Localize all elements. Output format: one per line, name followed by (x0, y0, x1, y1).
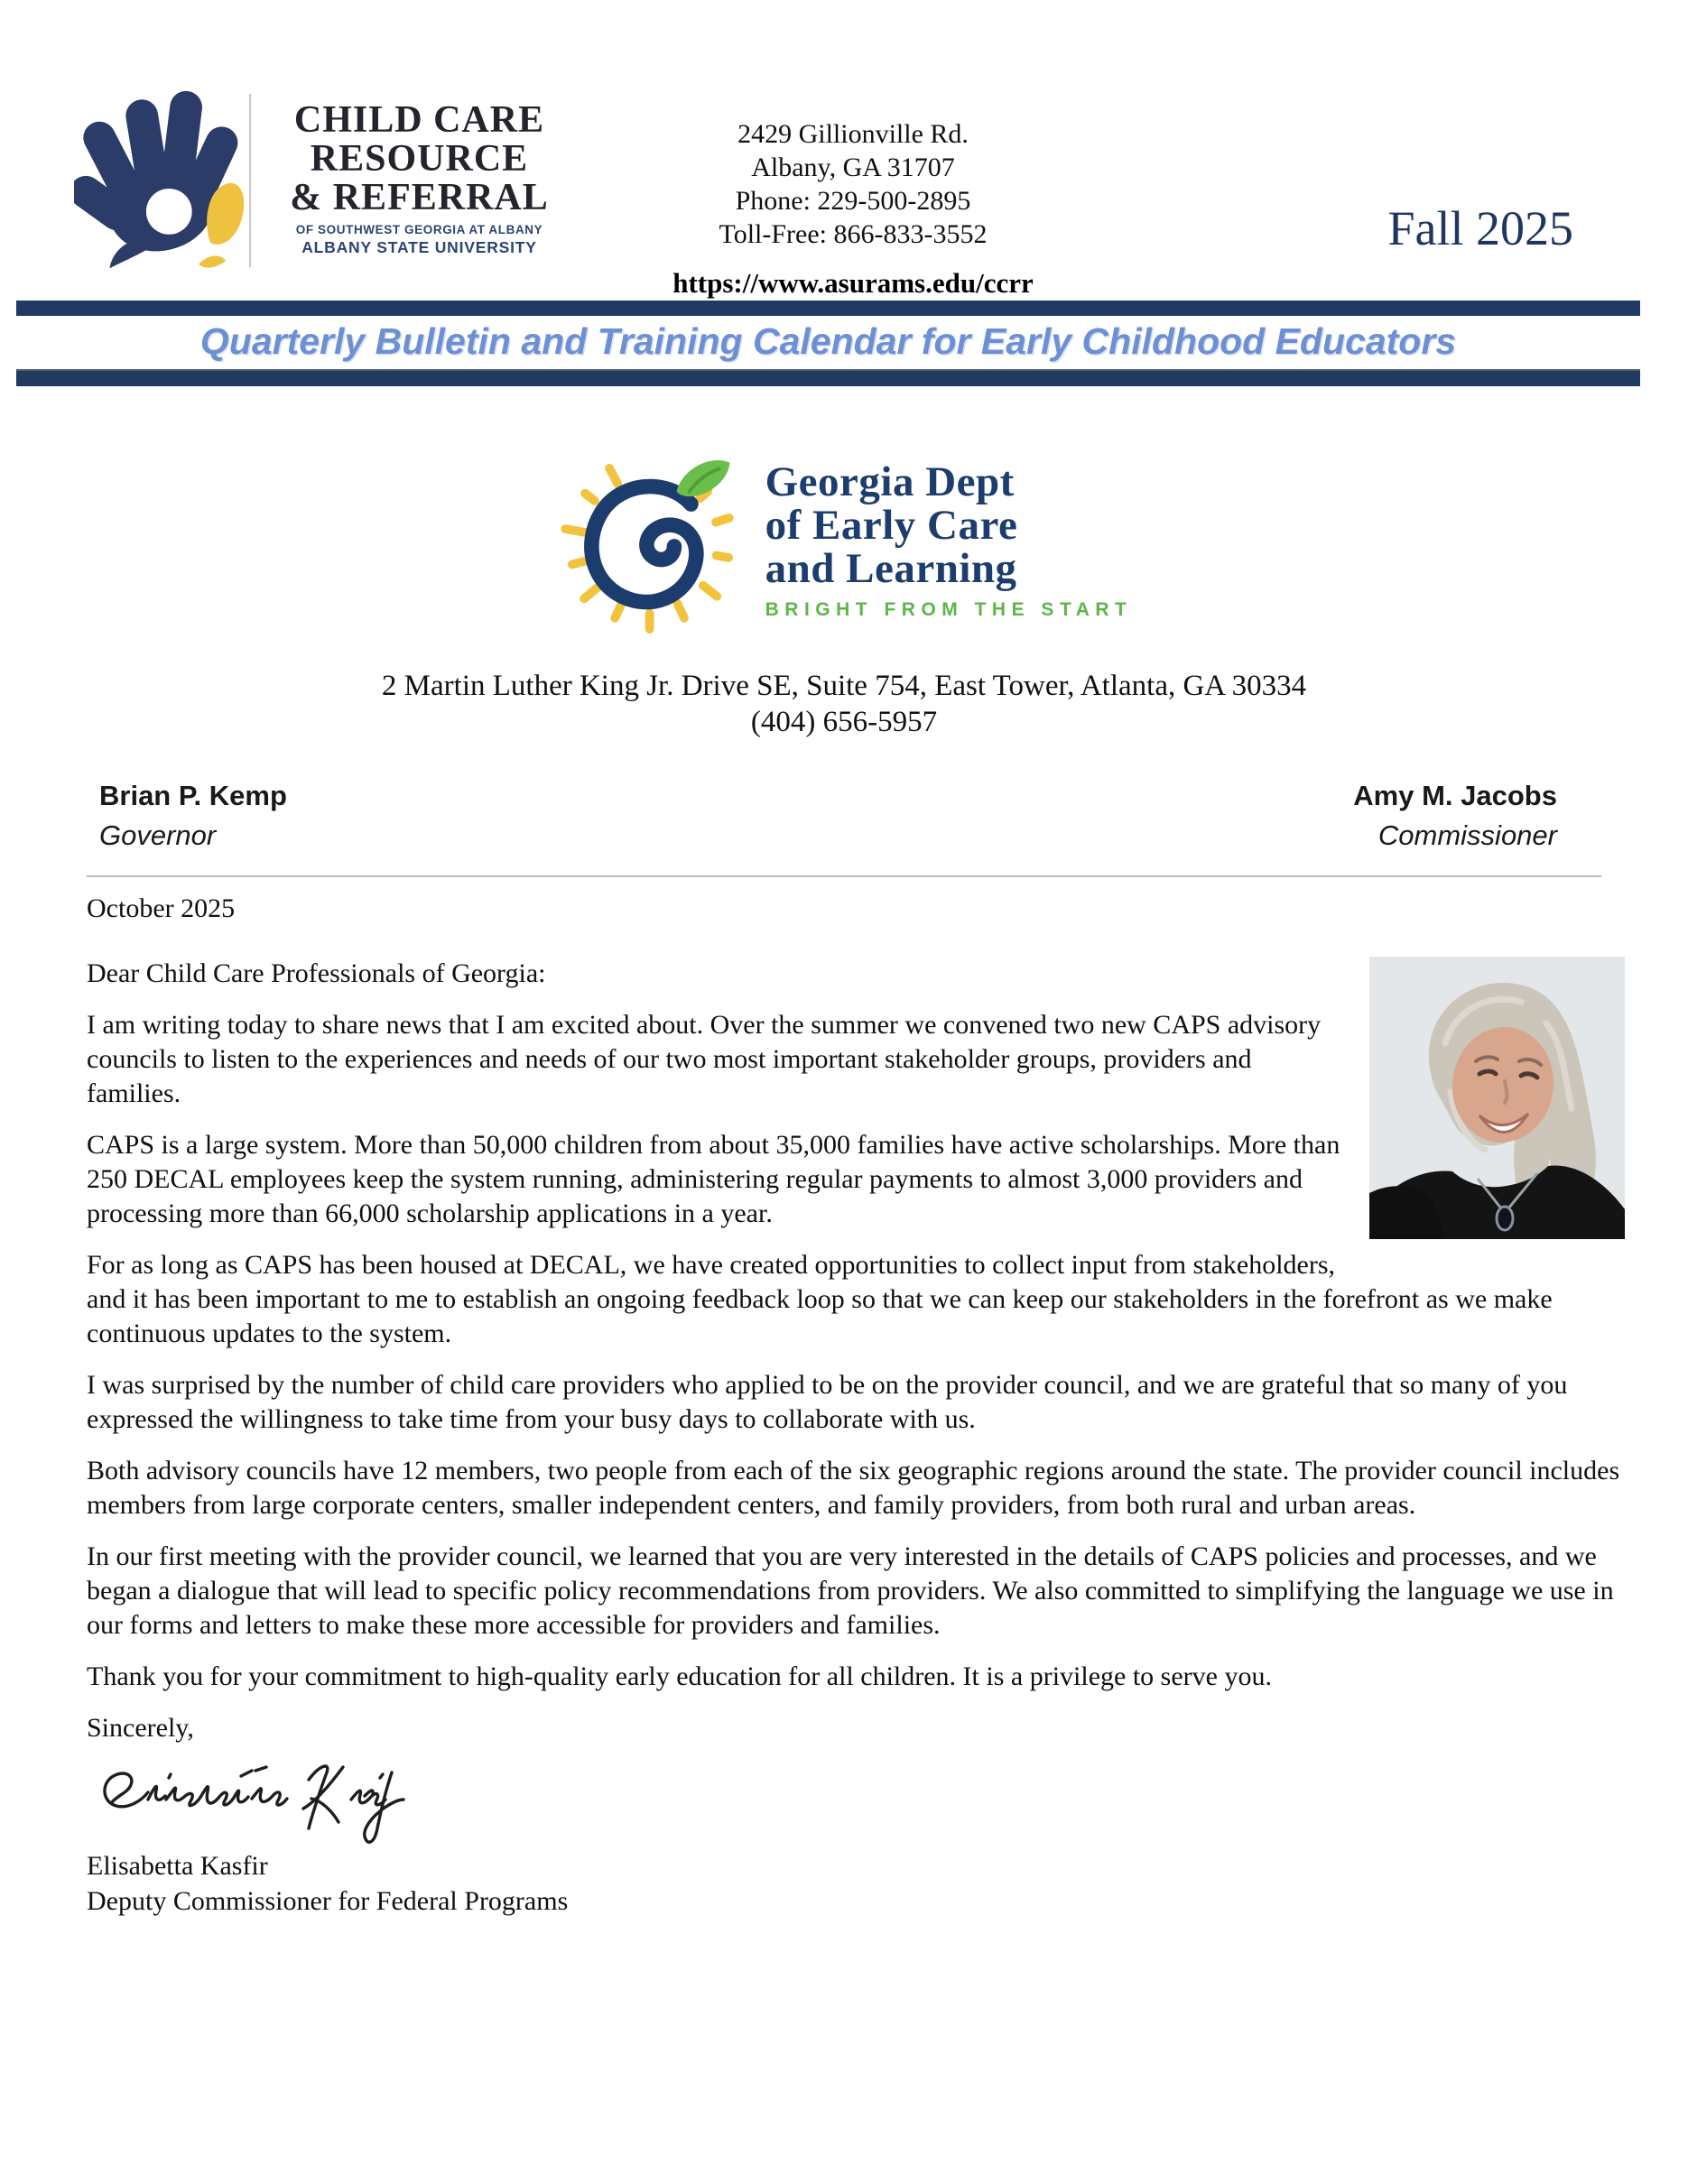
ccrr-website: https://www.asurams.edu/ccrr (672, 267, 1034, 299)
letter-paragraph: Thank you for your commitment to high-quality early education for all children. It is a privilege to serve you. (87, 1661, 1272, 1691)
decal-logo (556, 451, 1133, 636)
ccrr-university: ALBANY STATE UNIVERSITY (301, 238, 537, 256)
banner-bar-bottom (16, 369, 1640, 386)
letter-closing: Sincerely, (87, 1713, 194, 1743)
decal-name-line: and Learning (765, 545, 1017, 592)
portrait-photo (1369, 957, 1625, 1239)
decal-name-line: of Early Care (765, 502, 1018, 549)
decal-address-block (0, 668, 1688, 740)
ccrr-name-line: CHILD CARE (293, 99, 545, 141)
commissioner-title: Commissioner (1377, 819, 1557, 851)
ccrr-name-line: & REFERRAL (290, 177, 549, 218)
issue-season-label: Fall 2025 (1387, 201, 1573, 255)
signer-name: Elisabetta Kasfir (87, 1851, 268, 1881)
banner-bar-top (16, 301, 1640, 316)
commissioner-name: Amy M. Jacobs (1353, 780, 1557, 811)
letter-paragraph: In our first meeting with the provider council, we learned that you are very interested in the details of CAPS policies and processes, and we began a dialogue that will lead to specific policy recommendations from providers. We also committed to simplifying the language we use in our forms and letters to make these more accessible for providers and families. (87, 1541, 1614, 1640)
letter-body (87, 892, 1625, 1919)
decal-motto: BRIGHT FROM THE START (765, 599, 1133, 620)
decal-phone: (404) 656-5957 (750, 706, 938, 738)
governor-name: Brian P. Kemp (99, 780, 287, 811)
horizontal-rule (87, 875, 1601, 877)
letter-paragraph: I am writing today to share news that I am excited about. Over the summer we convened two new CAPS advisory councils to listen to the experiences and needs of our two most important stakeholder groups, providers and families. (87, 1010, 1322, 1108)
commissioner-block (1353, 776, 1557, 856)
decal-name-line: Georgia Dept (765, 458, 1015, 505)
ccrr-name-line: RESOURCE (310, 138, 529, 180)
letter-paragraph: For as long as CAPS has been housed at DECAL, we have created opportunities to collect input from stakeholders, and it has been important to me to establish an ongoing feedback loop so that we can keep our stakeholders in the forefront as we make continuous updates to the system. (87, 1250, 1553, 1348)
banner-tagline: Quarterly Bulletin and Training Calendar for Early Childhood Educators (199, 320, 1457, 362)
governor-block (99, 776, 287, 856)
ccrr-tollfree: Toll-Free: 866-833-3552 (719, 219, 988, 249)
ccrr-phone: Phone: 229-500-2895 (735, 186, 971, 216)
letter-paragraph: CAPS is a large system. More than 50,000 children from about 35,000 families have active scholarships. More than 250 DECAL employees keep the system running, administering regular payments to almost 3,000 providers and processing more than 66,000 scholarship applications in a year. (87, 1130, 1340, 1228)
ccrr-address-line: Albany, GA 31707 (751, 153, 955, 182)
logo-divider (249, 94, 251, 267)
ccrr-logo (74, 81, 575, 282)
decal-address: 2 Martin Luther King Jr. Drive SE, Suite 754, East Tower, Atlanta, GA 30334 (381, 670, 1307, 702)
letter-paragraph: I was surprised by the number of child care providers who applied to be on the provider council, and we are grateful that so many of you expressed the willingness to take time from your busy days to collaborate with us. (87, 1370, 1568, 1434)
hand-logo-icon (74, 81, 244, 282)
ccrr-subtitle: OF SOUTHWEST GEORGIA AT ALBANY (295, 223, 543, 236)
decal-logo-text (765, 451, 1133, 621)
decal-logo-icon (556, 451, 744, 636)
banner (16, 301, 1640, 386)
officials-row (99, 776, 1557, 856)
letter-paragraph: Both advisory councils have 12 members, two people from each of the six geographic regions around the state. The provider council includes members from large corporate centers, smaller independent centers, and family providers, from both rural and urban areas. (87, 1456, 1620, 1520)
letter-salutation: Dear Child Care Professionals of Georgia: (87, 958, 546, 988)
ccrr-logo-text (264, 81, 575, 257)
ccrr-contact-block (591, 117, 1115, 251)
governor-title: Governor (99, 819, 217, 851)
signature-image (94, 1749, 405, 1845)
letter-date: October 2025 (87, 893, 236, 923)
ccrr-address-line: 2429 Gillionville Rd. (737, 119, 969, 149)
signer-title: Deputy Commissioner for Federal Programs (87, 1886, 569, 1916)
